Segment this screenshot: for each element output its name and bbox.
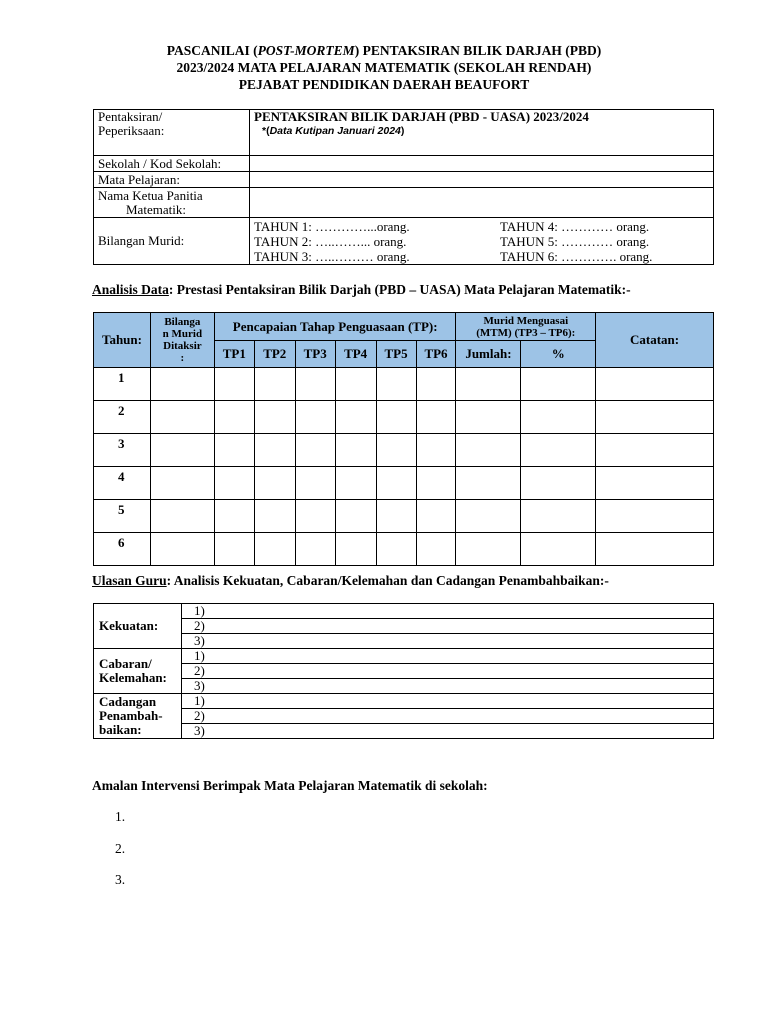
bilangan-murid-label: Bilangan Murid: [94, 218, 250, 265]
cell[interactable] [416, 467, 456, 500]
tahun-3-count: TAHUN 3: …..……… orang. [254, 248, 410, 264]
cell[interactable] [376, 368, 416, 401]
cadangan-item-1[interactable]: 1) [182, 694, 714, 709]
cell[interactable] [295, 467, 335, 500]
cell[interactable] [416, 500, 456, 533]
row-tahun: 6 [94, 533, 151, 566]
kekuatan-item-3[interactable]: 3) [182, 634, 714, 649]
header-tp6: TP6 [416, 341, 456, 368]
cell[interactable] [150, 533, 214, 566]
cell[interactable] [150, 368, 214, 401]
row-tahun: 2 [94, 401, 151, 434]
kekuatan-label: Kekuatan: [94, 604, 182, 649]
cell[interactable] [596, 500, 714, 533]
mata-pelajaran-field[interactable] [250, 172, 714, 188]
table-row [94, 368, 714, 401]
data-note: *(Data Kutipan Januari 2024) [262, 125, 405, 137]
ketua-panitia-label: Nama Ketua Panitia Matematik: [94, 188, 250, 218]
tahun-6-count: TAHUN 6: …………. orang. [500, 248, 653, 264]
header-tp3: TP3 [295, 341, 335, 368]
cell[interactable] [254, 467, 295, 500]
header-pencapaian: Pencapaian Tahap Penguasaan (TP): [214, 313, 456, 341]
cell[interactable] [456, 533, 521, 566]
tahun-4-count: TAHUN 4: ………… orang. [500, 218, 650, 234]
cell[interactable] [295, 500, 335, 533]
row-tahun: 5 [94, 500, 151, 533]
sekolah-label: Sekolah / Kod Sekolah: [94, 156, 250, 172]
mata-pelajaran-label: Mata Pelajaran: [94, 172, 250, 188]
cabaran-item-3[interactable]: 3) [182, 679, 714, 694]
ulasan-table [93, 603, 714, 739]
cell[interactable] [521, 467, 596, 500]
header-tp2: TP2 [254, 341, 295, 368]
header-bilangan-murid: Bilanga n Murid Ditaksir : [150, 313, 214, 368]
header-percent: % [521, 341, 596, 368]
cell[interactable] [150, 434, 214, 467]
cell[interactable] [416, 434, 456, 467]
header-tp4: TP4 [335, 341, 376, 368]
cell[interactable] [214, 533, 254, 566]
cell[interactable] [295, 533, 335, 566]
header-mtm: Murid Menguasai (MTM) (TP3 – TP6): [456, 313, 596, 341]
analisis-heading: Analisis Data: Prestasi Pentaksiran Bilik Darjah (PBD – UASA) Mata Pelajaran Matematik:- [92, 282, 631, 297]
cell[interactable] [254, 434, 295, 467]
table-row [94, 533, 714, 566]
cadangan-item-3[interactable]: 3) [182, 724, 714, 739]
cell[interactable] [521, 434, 596, 467]
cell[interactable] [416, 401, 456, 434]
header-jumlah: Jumlah: [456, 341, 521, 368]
cell[interactable] [295, 368, 335, 401]
cell[interactable] [335, 500, 376, 533]
cabaran-label: Cabaran/ Kelemahan: [94, 649, 182, 694]
row-tahun: 3 [94, 434, 151, 467]
header-tp5: TP5 [376, 341, 416, 368]
cell[interactable] [214, 368, 254, 401]
cabaran-item-1[interactable]: 1) [182, 649, 714, 664]
cadangan-item-2[interactable]: 2) [182, 709, 714, 724]
cell[interactable] [214, 434, 254, 467]
cell[interactable] [416, 533, 456, 566]
amalan-item-2[interactable]: 2. [115, 841, 126, 856]
kekuatan-item-1[interactable]: 1) [182, 604, 714, 619]
cell[interactable] [376, 500, 416, 533]
info-table [93, 109, 714, 265]
cell[interactable] [416, 368, 456, 401]
bilangan-murid-field[interactable] [250, 218, 714, 265]
header-tahun: Tahun: [94, 313, 151, 368]
cell[interactable] [521, 368, 596, 401]
document-title [0, 42, 768, 93]
cell[interactable] [456, 368, 521, 401]
tahun-5-count: TAHUN 5: ………… orang. [500, 233, 650, 249]
tahun-1-count: TAHUN 1: …………...orang. [254, 218, 410, 234]
title-line-2: 2023/2024 MATA PELAJARAN MATEMATIK (SEKOLAH RENDAH) [176, 60, 592, 75]
cell[interactable] [376, 434, 416, 467]
table-row [94, 401, 714, 434]
cell[interactable] [456, 434, 521, 467]
cell[interactable] [376, 401, 416, 434]
tahun-2-count: TAHUN 2: …..……... orang. [254, 233, 407, 249]
cell[interactable] [295, 434, 335, 467]
table-row [94, 500, 714, 533]
amalan-item-3[interactable]: 3. [115, 872, 126, 887]
cell[interactable] [376, 533, 416, 566]
cell[interactable] [335, 401, 376, 434]
table-row [94, 434, 714, 467]
title-line-1: PASCANILAI (POST-MORTEM) PENTAKSIRAN BILIK DARJAH (PBD) [166, 43, 602, 58]
table-row [94, 467, 714, 500]
cell[interactable] [254, 401, 295, 434]
cell[interactable] [456, 401, 521, 434]
cell[interactable] [596, 401, 714, 434]
row-tahun: 1 [94, 368, 151, 401]
ulasan-heading: Ulasan Guru: Analisis Kekuatan, Cabaran/Kelemahan dan Cadangan Penambahbaikan:- [92, 573, 609, 588]
sekolah-field[interactable] [250, 156, 714, 172]
cell[interactable] [254, 500, 295, 533]
cell[interactable] [376, 467, 416, 500]
cell[interactable] [214, 500, 254, 533]
pentaksiran-value[interactable]: PENTAKSIRAN BILIK DARJAH (PBD - UASA) 2023/2024 *(Data Kutipan Januari 2024) [250, 110, 714, 156]
cell[interactable] [596, 434, 714, 467]
title-line-3: PEJABAT PENDIDIKAN DAERAH BEAUFORT [238, 77, 530, 92]
cell[interactable] [521, 500, 596, 533]
cabaran-item-2[interactable]: 2) [182, 664, 714, 679]
cell[interactable] [335, 434, 376, 467]
amalan-heading: Amalan Intervensi Berimpak Mata Pelajaran Matematik di sekolah: [92, 778, 488, 793]
cell[interactable] [596, 467, 714, 500]
pentaksiran-label: Pentaksiran/ Peperiksaan: [94, 110, 250, 156]
data-table [93, 312, 714, 566]
header-tp1: TP1 [214, 341, 254, 368]
cell[interactable] [214, 467, 254, 500]
amalan-item-1[interactable]: 1. [115, 809, 126, 824]
cell[interactable] [150, 500, 214, 533]
cell[interactable] [456, 500, 521, 533]
cell[interactable] [335, 467, 376, 500]
header-catatan: Catatan: [596, 313, 714, 368]
row-tahun: 4 [94, 467, 151, 500]
cell[interactable] [521, 401, 596, 434]
cell[interactable] [335, 368, 376, 401]
cell[interactable] [150, 401, 214, 434]
cell[interactable] [214, 401, 254, 434]
cadangan-label: Cadangan Penambah- baikan: [94, 694, 182, 739]
cell[interactable] [150, 467, 214, 500]
cell[interactable] [335, 533, 376, 566]
cell[interactable] [596, 368, 714, 401]
cell[interactable] [295, 401, 335, 434]
cell[interactable] [254, 533, 295, 566]
cell[interactable] [521, 533, 596, 566]
cell[interactable] [456, 467, 521, 500]
cell[interactable] [254, 368, 295, 401]
kekuatan-item-2[interactable]: 2) [182, 619, 714, 634]
ketua-panitia-field[interactable] [250, 188, 714, 218]
cell[interactable] [596, 533, 714, 566]
